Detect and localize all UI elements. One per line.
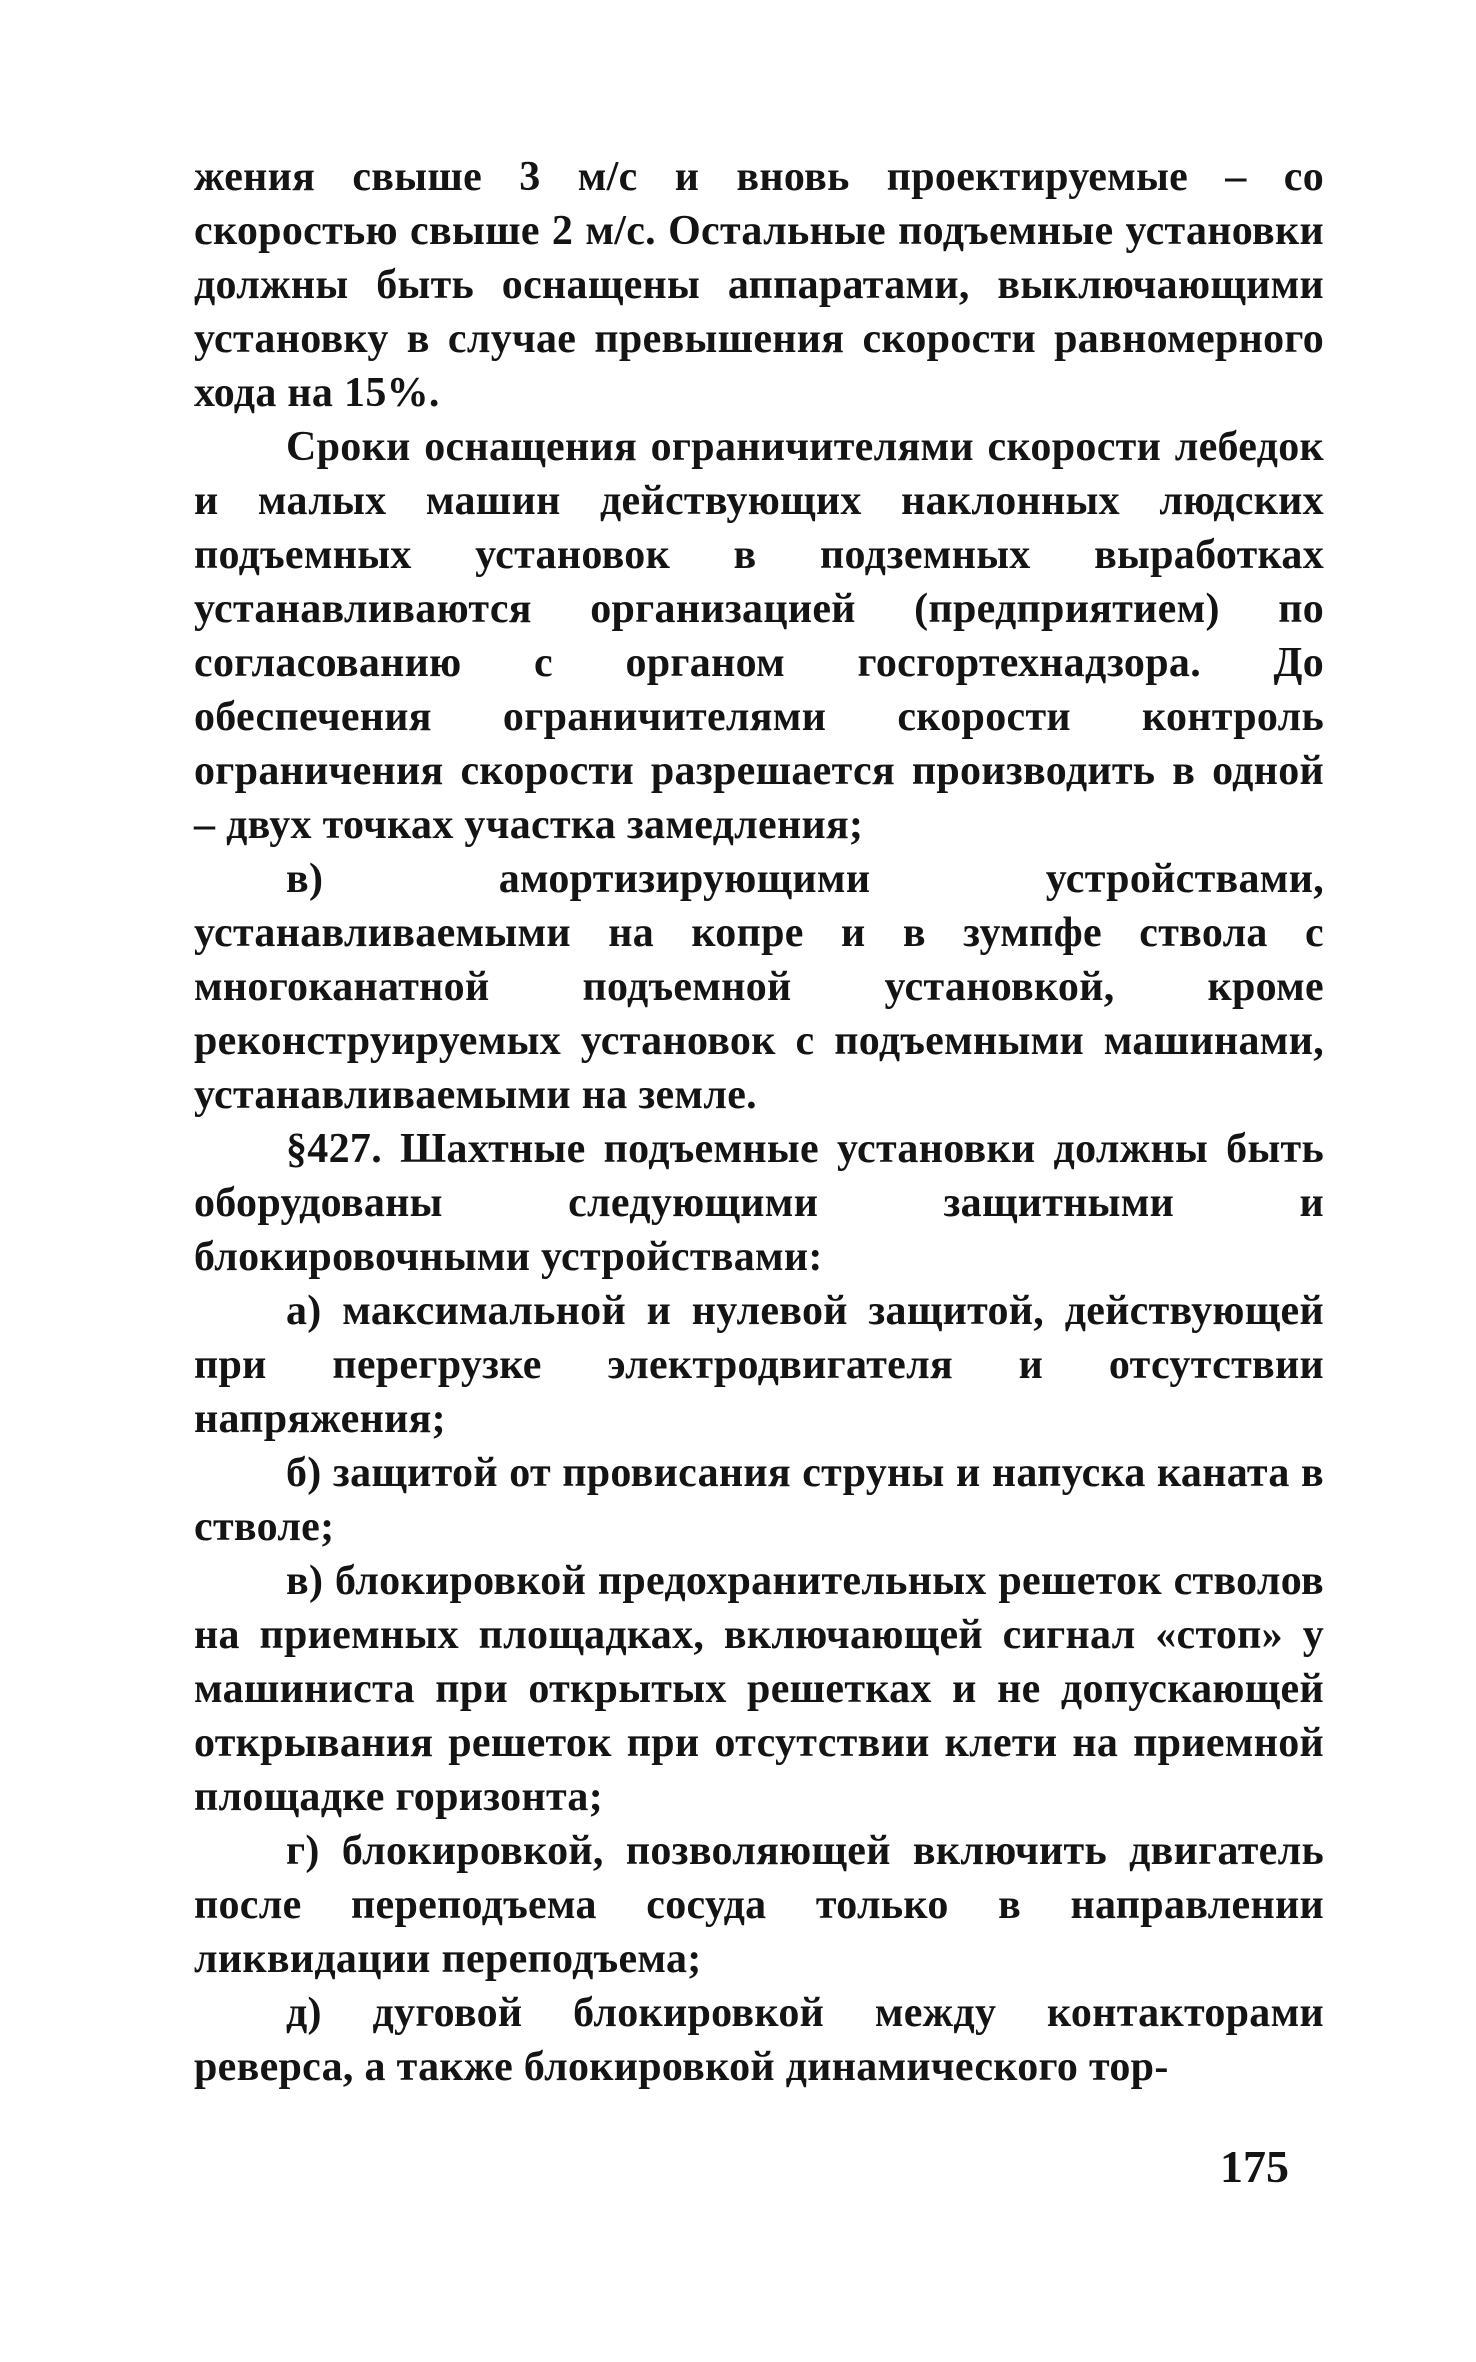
page-body xyxy=(194,150,1324,2094)
paragraph-speed-limiters: Сроки оснащения ограничителями скорости лебедок и малых машин действующих наклонных людских подъемных установок в подземных выработках устанавливаются организацией (предприятием) по согласованию с органом госгортехнадзора. До обеспечения ограничителями скорости контроль ограничения скорости разрешается производить в одной – двух точках участка замедления; xyxy=(194,424,1324,848)
paragraph-continuation: жения свыше 3 м/с и вновь проектируемые – со скоростью свыше 2 м/с. Остальные подъемные установки должны быть оснащены аппаратами, выключающими установку в случае превышения скорости равномерного хода на 15%. xyxy=(194,154,1324,416)
paragraph-item-b: б) защитой от провисания струны и напуска каната в стволе; xyxy=(194,1450,1324,1550)
paragraph-section-427: §427. Шахтные подъемные установки должны быть оборудованы следующими защитными и блокировочными устройствами: xyxy=(194,1126,1324,1280)
paragraph-item-d: д) дуговой блокировкой между контакторами реверса, а также блокировкой динамического тор- xyxy=(194,1990,1324,2090)
paragraph-item-g: г) блокировкой, позволяющей включить двигатель после переподъема сосуда только в направлении ликвидации переподъема; xyxy=(194,1828,1324,1982)
paragraph-item-a: а) максимальной и нулевой защитой, действующей при перегрузке электродвигателя и отсутствии напряжения; xyxy=(194,1288,1324,1442)
paragraph-item-v-shock-absorbers: в) амортизирующими устройствами, устанавливаемыми на копре и в зумпфе ствола с многоканатной подъемной установкой, кроме реконструируемых установок с подъемными машинами, устанавливаемыми на земле. xyxy=(194,856,1324,1118)
page-number: 175 xyxy=(1220,2141,1289,2192)
paragraph-item-v-gate-interlock: в) блокировкой предохранительных решеток стволов на приемных площадках, включающей сигнал «стоп» у машиниста при открытых решетках и не допускающей открывания решеток при отсутствии клети на приемной площадке горизонта; xyxy=(194,1558,1324,1820)
